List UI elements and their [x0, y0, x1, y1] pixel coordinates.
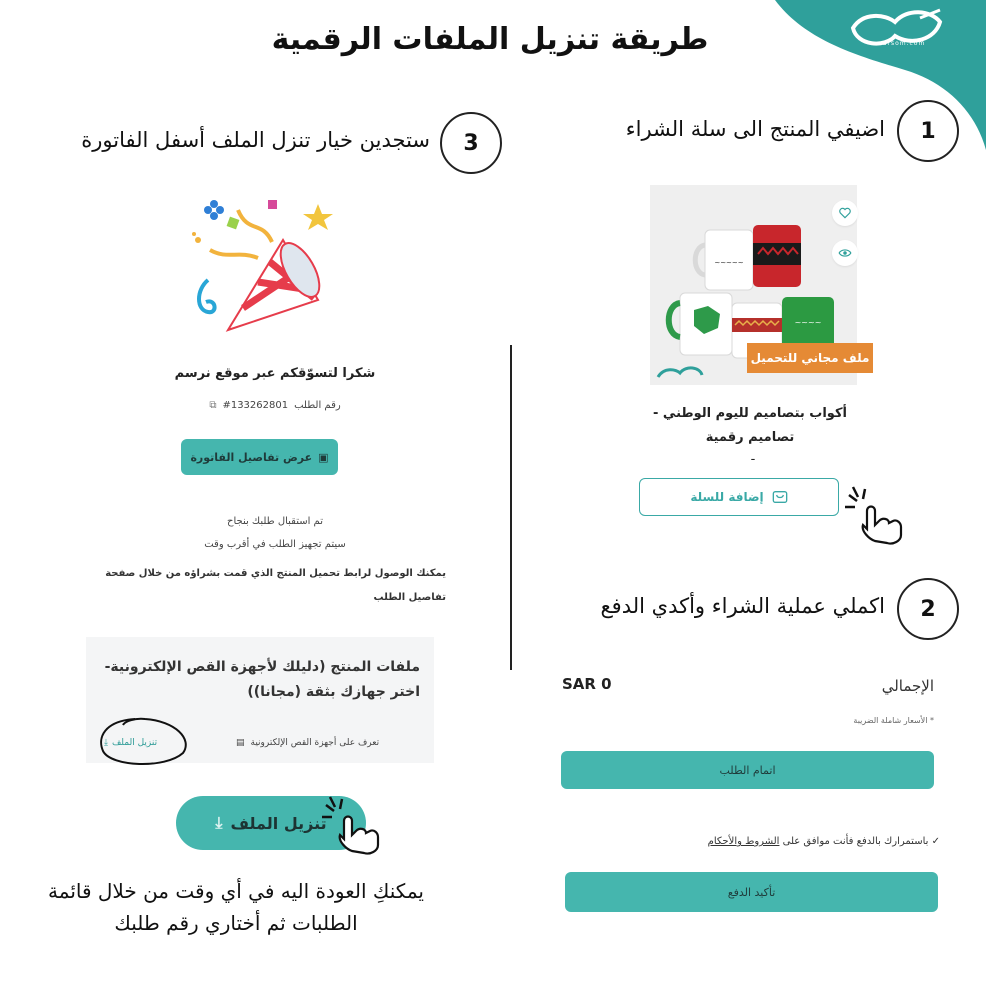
heart-icon[interactable] [832, 200, 858, 226]
product-files-title: ملفات المنتج (دليلك لأجهزة القص الإلكترونية- اختر جهازك بثقة (مجانا)) [104, 659, 420, 700]
file-icon: ▤ [236, 738, 245, 748]
total-label: الإجمالي [881, 677, 934, 695]
add-to-cart-label: إضافة للسلة [690, 490, 764, 504]
access-note: يمكنك الوصول لرابط تحميل المنتج الذي قمت بشراؤه من خلال صفحة تفاصيل الطلب [105, 568, 446, 603]
confirm-payment-button[interactable]: تأكيد الدفع [565, 872, 938, 912]
free-download-badge: ملف مجاني للتحميل [747, 343, 873, 373]
order-label: رقم الطلب [294, 400, 341, 411]
complete-order-button[interactable]: اتمام الطلب [561, 751, 934, 789]
highlight-circle [95, 715, 190, 770]
total-value: SAR 0 [562, 675, 612, 693]
step-3-number: 3 [440, 112, 502, 174]
pointer-hand-icon [322, 795, 384, 855]
learn-devices-row [236, 738, 418, 748]
tax-note: * الأسعار شاملة الضريبة [853, 716, 934, 725]
thanks-message: شكرا لتسوّقكم عبر موقع نرسم [174, 366, 376, 381]
learn-devices-label: تعرف على أجهزة القص الإلكترونية [250, 738, 380, 748]
terms-link[interactable]: الشروط والأحكام [707, 836, 780, 847]
eye-icon[interactable] [832, 240, 858, 266]
step-1-number: 1 [897, 100, 959, 162]
step-2-text: اكملي عملية الشراء وأكدي الدفع [600, 594, 885, 618]
section-divider [510, 345, 512, 670]
pointer-hand-icon [845, 485, 907, 545]
copy-icon[interactable]: ⧉ [209, 400, 217, 411]
product-title[interactable]: أكواب بتصاميم لليوم الوطني - تصاميم رقمية [653, 406, 847, 445]
party-popper-icon [188, 190, 338, 340]
svg-text:~~~~: ~~~~ [794, 318, 822, 327]
cart-icon [772, 490, 788, 504]
invoice-button-label: عرض تفاصيل الفاتورة [190, 450, 313, 464]
product-price: - [750, 452, 756, 467]
step-2-number: 2 [897, 578, 959, 640]
return-note: يمكنكِ العودة اليه في أي وقت من خلال قائمة الطلبات ثم أختاري رقم طلبك [48, 879, 424, 935]
logo-url: narsom.com [878, 40, 926, 47]
order-number: #133262801 [222, 400, 289, 411]
view-invoice-button[interactable] [181, 439, 338, 475]
terms-prefix: باستمرارك بالدفع فأنت موافق على [779, 836, 929, 847]
page-title: طريقة تنزيل الملفات الرقمية [271, 22, 709, 57]
preparing-message: سيتم تجهيز الطلب في أقرب وقت [204, 539, 346, 550]
download-big-label: تنزيل الملف [230, 813, 327, 833]
add-to-cart-button[interactable] [639, 478, 839, 516]
download-icon: ⤓ [104, 738, 108, 748]
step-1-text: اضيفي المنتج الى سلة الشراء [625, 117, 885, 141]
received-message: تم استقبال طلبك بنجاح [226, 516, 323, 527]
terms-line [640, 836, 940, 847]
step-3-text: ستجدين خيار تنزل الملف أسفل الفاتورة [81, 128, 430, 152]
svg-text:~~~~~: ~~~~~ [714, 259, 744, 267]
order-number-row [150, 400, 400, 411]
download-small-label: تنزيل الملف [111, 738, 158, 748]
invoice-icon: ▣ [318, 450, 329, 464]
check-icon: ✓ [931, 836, 940, 847]
download-icon: ⤓ [215, 813, 223, 832]
